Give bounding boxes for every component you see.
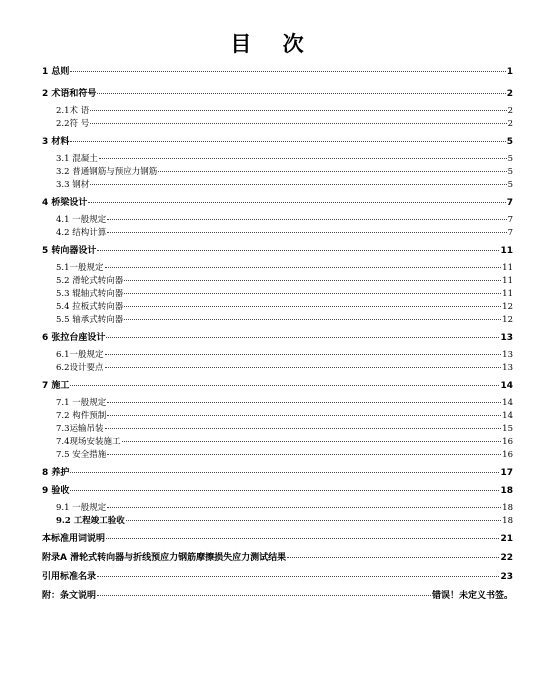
toc-page-number: 12 [502,302,513,312]
dot-leader [106,538,499,539]
toc-page-number: 18 [502,503,513,513]
toc-page-number: 16 [502,450,513,460]
dot-leader [158,171,506,172]
toc-page-number: 5 [507,167,513,177]
toc-section-entry[interactable] [42,302,513,312]
toc-section-entry[interactable] [42,154,513,164]
toc-entry-label: 5.3 辊轴式转向器 [56,289,124,299]
toc-section-entry[interactable] [42,180,513,190]
dot-leader [105,428,502,429]
toc-section-entry[interactable] [42,289,513,299]
toc-chapter-entry[interactable] [42,89,513,99]
dot-leader [90,123,506,124]
toc-page-number: 13 [502,350,513,360]
toc-page-number: 11 [502,289,513,299]
toc-page-number: 5 [507,180,513,190]
dot-leader [97,250,499,251]
toc-entry-label: 4.2 结构计算 [56,228,107,238]
toc-entry-label: 8 养护 [42,468,70,478]
toc-page-number: 18 [502,516,513,526]
dot-leader [122,441,502,442]
dot-leader [287,557,499,558]
toc-section-entry[interactable] [42,411,513,421]
dot-leader [107,219,506,220]
toc-page-number: 错误！未定义书签。 [431,591,513,601]
toc-entry-label: 5.2 滑轮式转向器 [56,276,124,286]
toc-page-number: 7 [506,198,513,208]
toc-page-number: 22 [500,553,513,563]
toc-entry-label: 5.1一般规定 [56,263,104,273]
toc-chapter-entry[interactable] [42,381,513,391]
toc-page-number: 2 [507,119,513,129]
toc-section-entry[interactable] [42,263,513,273]
dot-leader [107,454,501,455]
toc-entry-label: 2.1术 语 [56,106,90,116]
toc-entry-label: 4.1 一般规定 [56,215,107,225]
toc-section-entry[interactable] [42,106,513,116]
toc-entry-label: 3.1 混凝土 [56,154,98,164]
toc-entry-label: 附录A 滑轮式转向器与折线预应力钢筋摩擦损失应力测试结果 [42,553,287,563]
toc-chapter-entry[interactable] [42,333,513,343]
toc-page-number: 12 [502,315,513,325]
toc-section-entry[interactable] [42,398,513,408]
toc-page-number: 17 [500,468,513,478]
toc-chapter-entry[interactable] [42,572,513,582]
dot-leader [90,184,506,185]
dot-leader [106,337,499,338]
toc-entry-label: 2 术语和符号 [42,89,97,99]
toc-section-entry[interactable] [42,276,513,286]
toc-entry-label: 9.2 工程竣工验收 [56,516,125,526]
toc-page-number: 7 [507,228,513,238]
dot-leader [70,71,505,72]
toc-section-entry[interactable] [42,167,513,177]
toc-page-number: 13 [502,363,513,373]
toc-entry-label: 5.4 拉板式转向器 [56,302,124,312]
toc-entry-label: 9 验收 [42,486,70,496]
toc-entry-label: 7.1 一般规定 [56,398,107,408]
dot-leader [126,520,501,521]
dot-leader [97,576,499,577]
toc-page-number: 13 [500,333,513,343]
toc-page-number: 15 [502,424,513,434]
toc-chapter-entry[interactable] [42,591,513,601]
toc-entry-label: 7.4现场安装施工 [56,437,121,447]
dot-leader [124,293,501,294]
toc-page-number: 1 [506,67,513,77]
toc-entry-label: 7.5 安全措施 [56,450,107,460]
toc-page-number: 5 [506,137,513,147]
dot-leader [107,415,501,416]
toc-page-number: 16 [502,437,513,447]
toc-entry-label: 6.1一般规定 [56,350,104,360]
toc-section-entry[interactable] [42,503,513,513]
toc-entry-label: 1 总则 [42,67,70,77]
dot-leader [107,402,501,403]
dot-leader [105,367,502,368]
toc-section-entry[interactable] [42,228,513,238]
toc-section-entry[interactable] [42,424,513,434]
toc-page-number: 2 [507,106,513,116]
toc-entry-label: 本标准用词说明 [42,534,106,544]
toc-chapter-entry[interactable] [42,198,513,208]
toc-page-number: 11 [502,276,513,286]
toc-page-number: 2 [506,89,513,99]
toc-section-entry[interactable] [42,437,513,447]
toc-chapter-entry[interactable] [42,137,513,147]
dot-leader [105,267,502,268]
toc-page-number: 14 [500,381,513,391]
toc-page-number: 11 [502,263,513,273]
dot-leader [70,472,499,473]
toc-page-number: 14 [502,411,513,421]
page-title: 目 次 [230,32,316,56]
toc-page-number: 5 [507,154,513,164]
toc-section-entry[interactable] [42,215,513,225]
dot-leader [105,354,502,355]
toc-entry-label: 3.3 钢材 [56,180,90,190]
dot-leader [97,595,431,596]
toc-entry-label: 5.5 轴承式转向器 [56,315,124,325]
toc-section-entry[interactable] [42,119,513,129]
toc-entry-label: 5 转向器设计 [42,246,97,256]
dot-leader [99,158,507,159]
toc-page-number: 7 [507,215,513,225]
toc-entry-label: 4 桥梁设计 [42,198,88,208]
dot-leader [88,202,505,203]
toc-page-number: 14 [502,398,513,408]
toc-section-entry[interactable] [42,516,513,526]
toc-entry-label: 7.3运输吊装 [56,424,104,434]
toc-page-number: 23 [500,572,513,582]
dot-leader [90,110,506,111]
dot-leader [70,385,499,386]
toc-chapter-entry[interactable] [42,246,513,256]
dot-leader [97,93,505,94]
toc-entry-label: 3.2 普通钢筋与预应力钢筋 [56,167,158,177]
toc-entry-label: 9.1 一般规定 [56,503,107,513]
toc-entry-label: 3 材料 [42,137,70,147]
toc-section-entry[interactable] [42,363,513,373]
dot-leader [124,306,501,307]
toc-page-number: 18 [500,486,513,496]
toc-entry-label: 6 张拉台座设计 [42,333,106,343]
dot-leader [107,232,506,233]
toc-entry-label: 引用标准名录 [42,572,97,582]
toc-entry-label: 6.2设计要点 [56,363,104,373]
toc-chapter-entry[interactable] [42,486,513,496]
dot-leader [124,319,501,320]
dot-leader [70,141,505,142]
toc-page-number: 11 [500,246,513,256]
dot-leader [70,490,499,491]
toc-entry-label: 2.2符 号 [56,119,90,129]
toc-entry-label: 7.2 构件预制 [56,411,107,421]
toc-page-number: 21 [500,534,513,544]
dot-leader [124,280,501,281]
toc-section-entry[interactable] [42,315,513,325]
dot-leader [107,507,501,508]
toc-entry-label: 附：条文说明 [42,591,97,601]
toc-section-entry[interactable] [42,450,513,460]
table-of-contents [42,67,513,601]
toc-entry-label: 7 施工 [42,381,70,391]
toc-section-entry[interactable] [42,350,513,360]
toc-chapter-entry[interactable] [42,67,513,77]
toc-chapter-entry[interactable] [42,468,513,478]
toc-chapter-entry[interactable] [42,553,513,563]
toc-chapter-entry[interactable] [42,534,513,544]
